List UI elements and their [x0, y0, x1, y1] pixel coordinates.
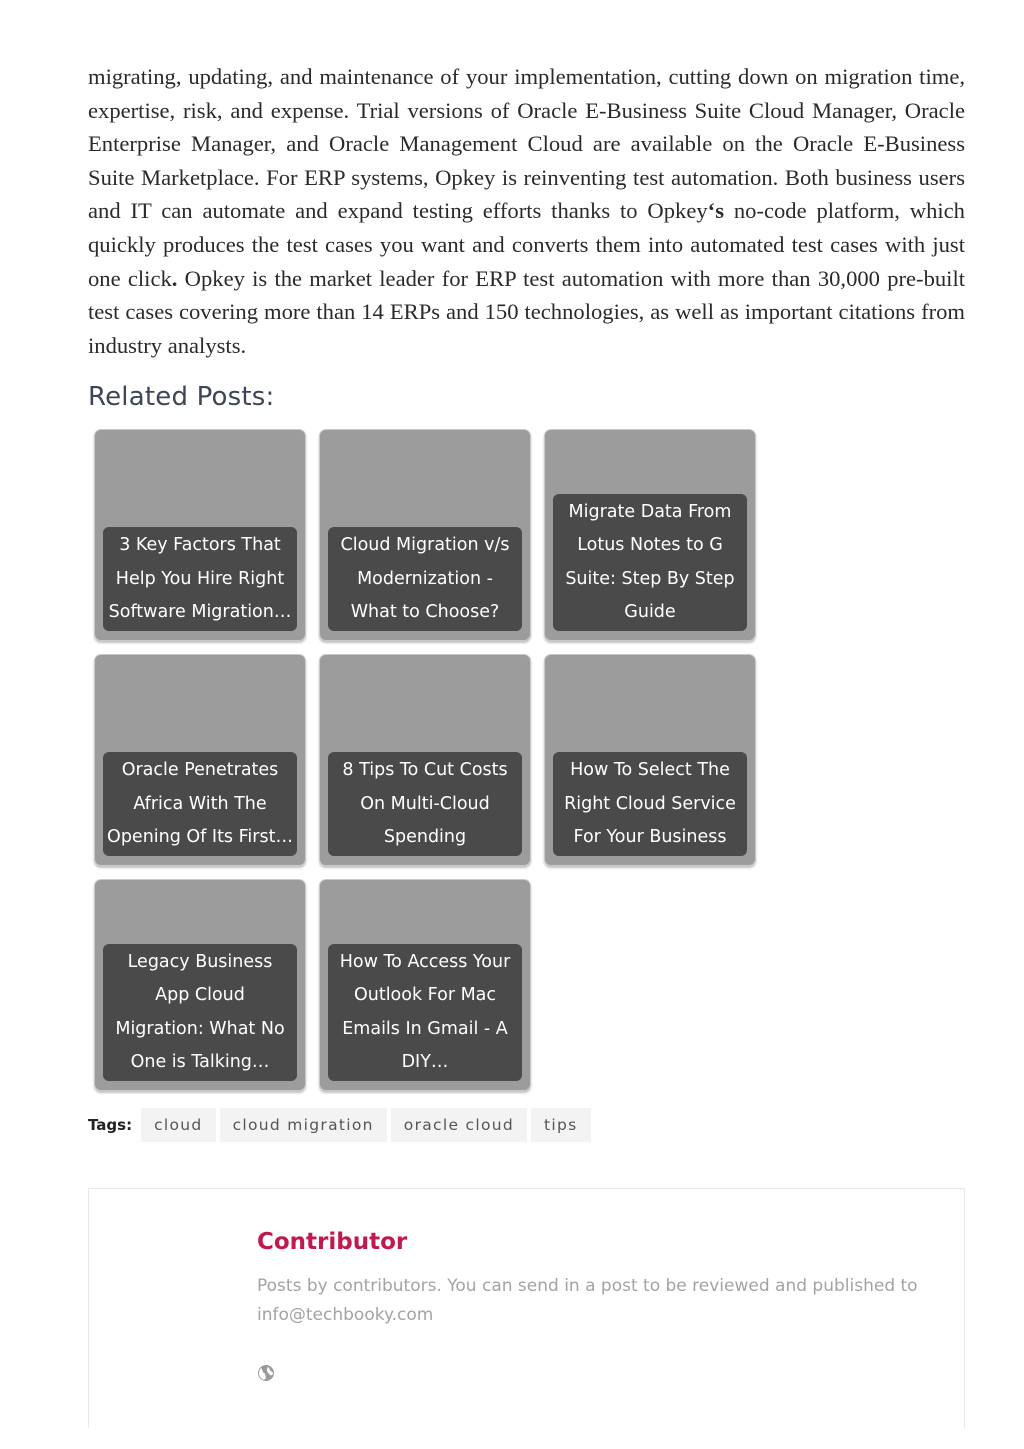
bold-text: . [171, 265, 178, 291]
related-post-card[interactable] [319, 654, 531, 866]
tag-cloud-migration[interactable]: cloud migration [220, 1108, 387, 1142]
related-post-title[interactable]: How To Access Your Outlook For Mac Emails In Gmail - A DIY… [328, 944, 522, 1081]
related-posts-grid [94, 429, 764, 1091]
related-post-title[interactable]: Migrate Data From Lotus Notes to G Suite: Step By Step Guide [553, 494, 747, 631]
related-post-card[interactable] [94, 879, 306, 1091]
related-post-title[interactable]: Legacy Business App Cloud Migration: What No One is Talking… [103, 944, 297, 1081]
author-box [88, 1188, 965, 1428]
tag-cloud[interactable]: cloud [141, 1108, 215, 1142]
author-name-link[interactable]: Contributor [257, 1229, 408, 1255]
related-post-title[interactable]: Cloud Migration v/s Modernization - What to Choose? [328, 527, 522, 631]
article-paragraph: migrating, updating, and maintenance of your implementation, cutting down on migration time, expertise, risk, and expense. Trial versions of Oracle E-Business Suite Cloud Manager, Oracle Enterprise Manager, and Oracle Management Cloud are available on the Oracle E-Business Suite Marketplace. For ERP systems, Opkey is reinventing test automation. Both business users and IT can automate and expand testing efforts thanks to Opkey‘s no-code platform, which quickly produces the test cases you want and converts them into automated test cases with just one click. Opkey is the market leader for ERP test automation with more than 30,000 pre-built test cases covering more than 14 ERPs and 150 technologies, as well as important citations from industry analysts. [88, 64, 965, 358]
related-post-card[interactable] [94, 654, 306, 866]
related-post-card[interactable] [319, 879, 531, 1091]
author-bio: Posts by contributors. You can send in a post to be reviewed and published to info@techbooky.com [257, 1276, 918, 1325]
tags-bar [88, 1108, 595, 1142]
related-post-title[interactable]: 8 Tips To Cut Costs On Multi-Cloud Spending [328, 752, 522, 856]
related-post-card[interactable] [319, 429, 531, 641]
related-posts-heading: Related Posts: [88, 382, 275, 412]
tag-oracle-cloud[interactable]: oracle cloud [391, 1108, 527, 1142]
globe-icon[interactable] [257, 1364, 275, 1382]
related-post-card[interactable] [544, 429, 756, 641]
related-post-title[interactable]: How To Select The Right Cloud Service For Your Business [553, 752, 747, 856]
related-post-card[interactable] [544, 654, 756, 866]
article-body [88, 60, 965, 362]
tag-tips[interactable]: tips [531, 1108, 591, 1142]
related-post-title[interactable]: Oracle Penetrates Africa With The Opening Of Its First… [103, 752, 297, 856]
related-post-title[interactable]: 3 Key Factors That Help You Hire Right Software Migration… [103, 527, 297, 631]
tags-label: Tags: [88, 1116, 133, 1134]
bold-text: ‘s [707, 198, 724, 224]
related-post-card[interactable] [94, 429, 306, 641]
